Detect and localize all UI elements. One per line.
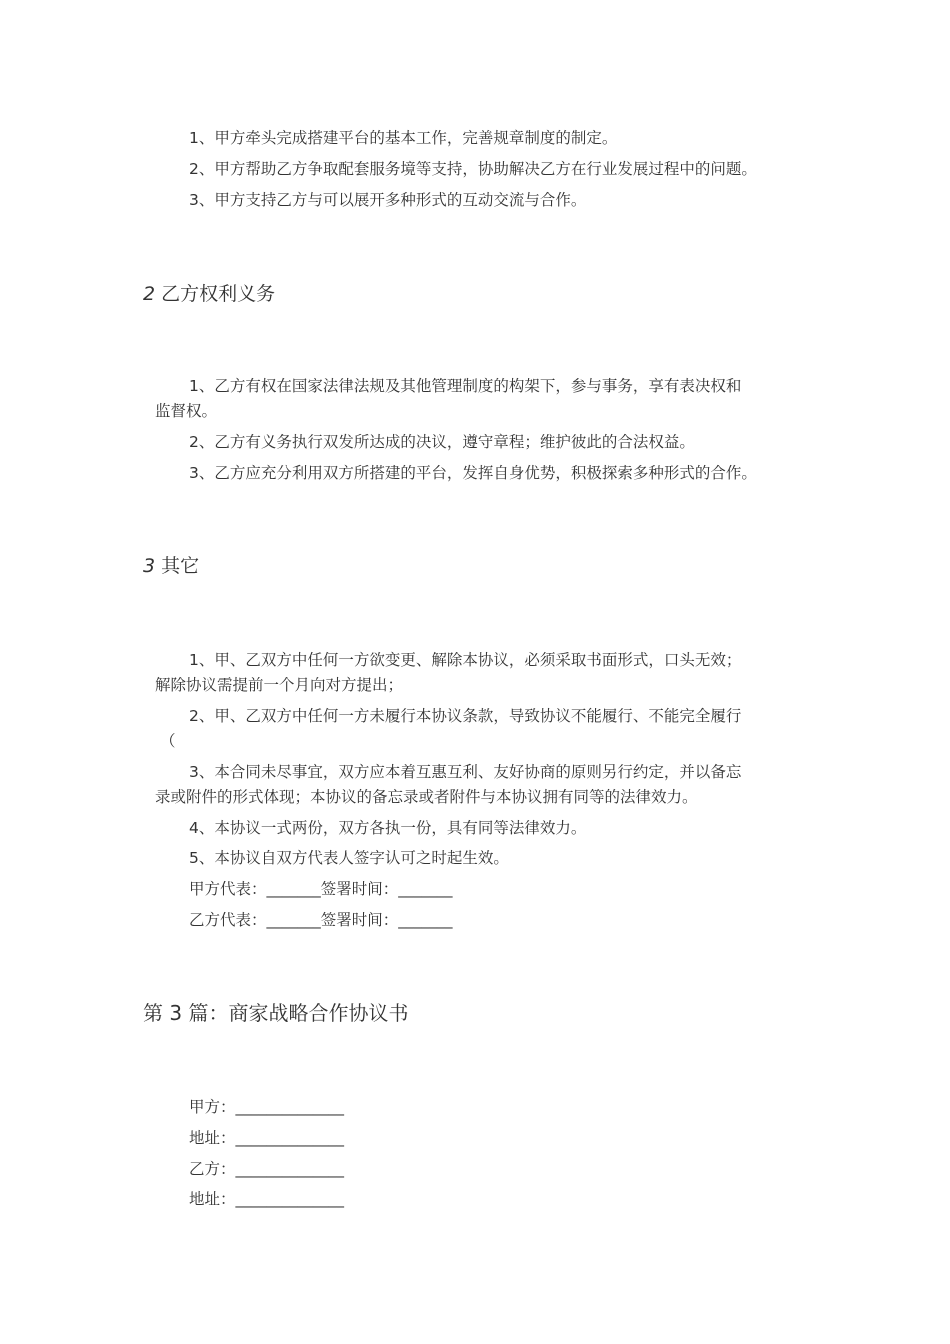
signature-line-party-a: 甲方代表：_______签署时间：_______	[189, 880, 453, 898]
section-title: 乙方权利义务	[155, 283, 276, 305]
clause-other-1-line2: 解除协议需提前一个月向对方提出；	[155, 676, 404, 694]
signature-line-party-b: 乙方代表：_______签署时间：_______	[189, 911, 453, 929]
clause-other-2-line2: （	[160, 732, 176, 750]
clause-other-4: 4、本协议一式两份，双方各执一份，具有同等法律效力。	[189, 819, 587, 837]
clause-party-a-3: 3、甲方支持乙方与可以展开多种形式的互动交流与合作。	[189, 191, 587, 209]
clause-party-b-3: 3、乙方应充分利用双方所搭建的平台，发挥自身优势，积极探索多种形式的合作。	[189, 464, 757, 482]
clause-other-3-line2: 录或附件的形式体现；本协议的备忘录或者附件与本协议拥有同等的法律效力。	[155, 788, 698, 806]
section-title: 其它	[155, 555, 200, 577]
clause-other-3-line1: 3、本合同未尽事宜，双方应本着互惠互利、友好协商的原则另行约定，并以备忘	[189, 763, 742, 781]
clause-party-b-1-line2: 监督权。	[155, 402, 218, 420]
clause-party-b-1-line1: 1、乙方有权在国家法律法规及其他管理制度的构架下，参与事务，享有表决权和	[189, 377, 742, 395]
party-b-field: 乙方：______________	[189, 1160, 345, 1178]
section-heading-party-b	[143, 281, 275, 307]
clause-party-a-1: 1、甲方牵头完成搭建平台的基本工作，完善规章制度的制定。	[189, 129, 618, 147]
address-b-field: 地址：______________	[189, 1190, 345, 1208]
clause-other-2-line1: 2、甲、乙双方中任何一方未履行本协议条款，导致协议不能履行、不能完全履行	[189, 707, 742, 725]
clause-other-5: 5、本协议自双方代表人签字认可之时起生效。	[189, 849, 509, 867]
section-number: 2	[143, 283, 156, 305]
clause-other-1-line1: 1、甲、乙双方中任何一方欲变更、解除本协议，必须采取书面形式，口头无效；	[189, 651, 742, 669]
section-heading-other	[143, 553, 199, 579]
section-number: 3	[143, 555, 156, 577]
party-a-field: 甲方：______________	[189, 1098, 345, 1116]
clause-party-a-2: 2、甲方帮助乙方争取配套服务境等支持，协助解决乙方在行业发展过程中的问题。	[189, 160, 757, 178]
chapter-title: 第 3 篇：商家战略合作协议书	[143, 1001, 409, 1025]
address-a-field: 地址：______________	[189, 1129, 345, 1147]
clause-party-b-2: 2、乙方有义务执行双发所达成的决议，遵守章程；维护彼此的合法权益。	[189, 433, 695, 451]
